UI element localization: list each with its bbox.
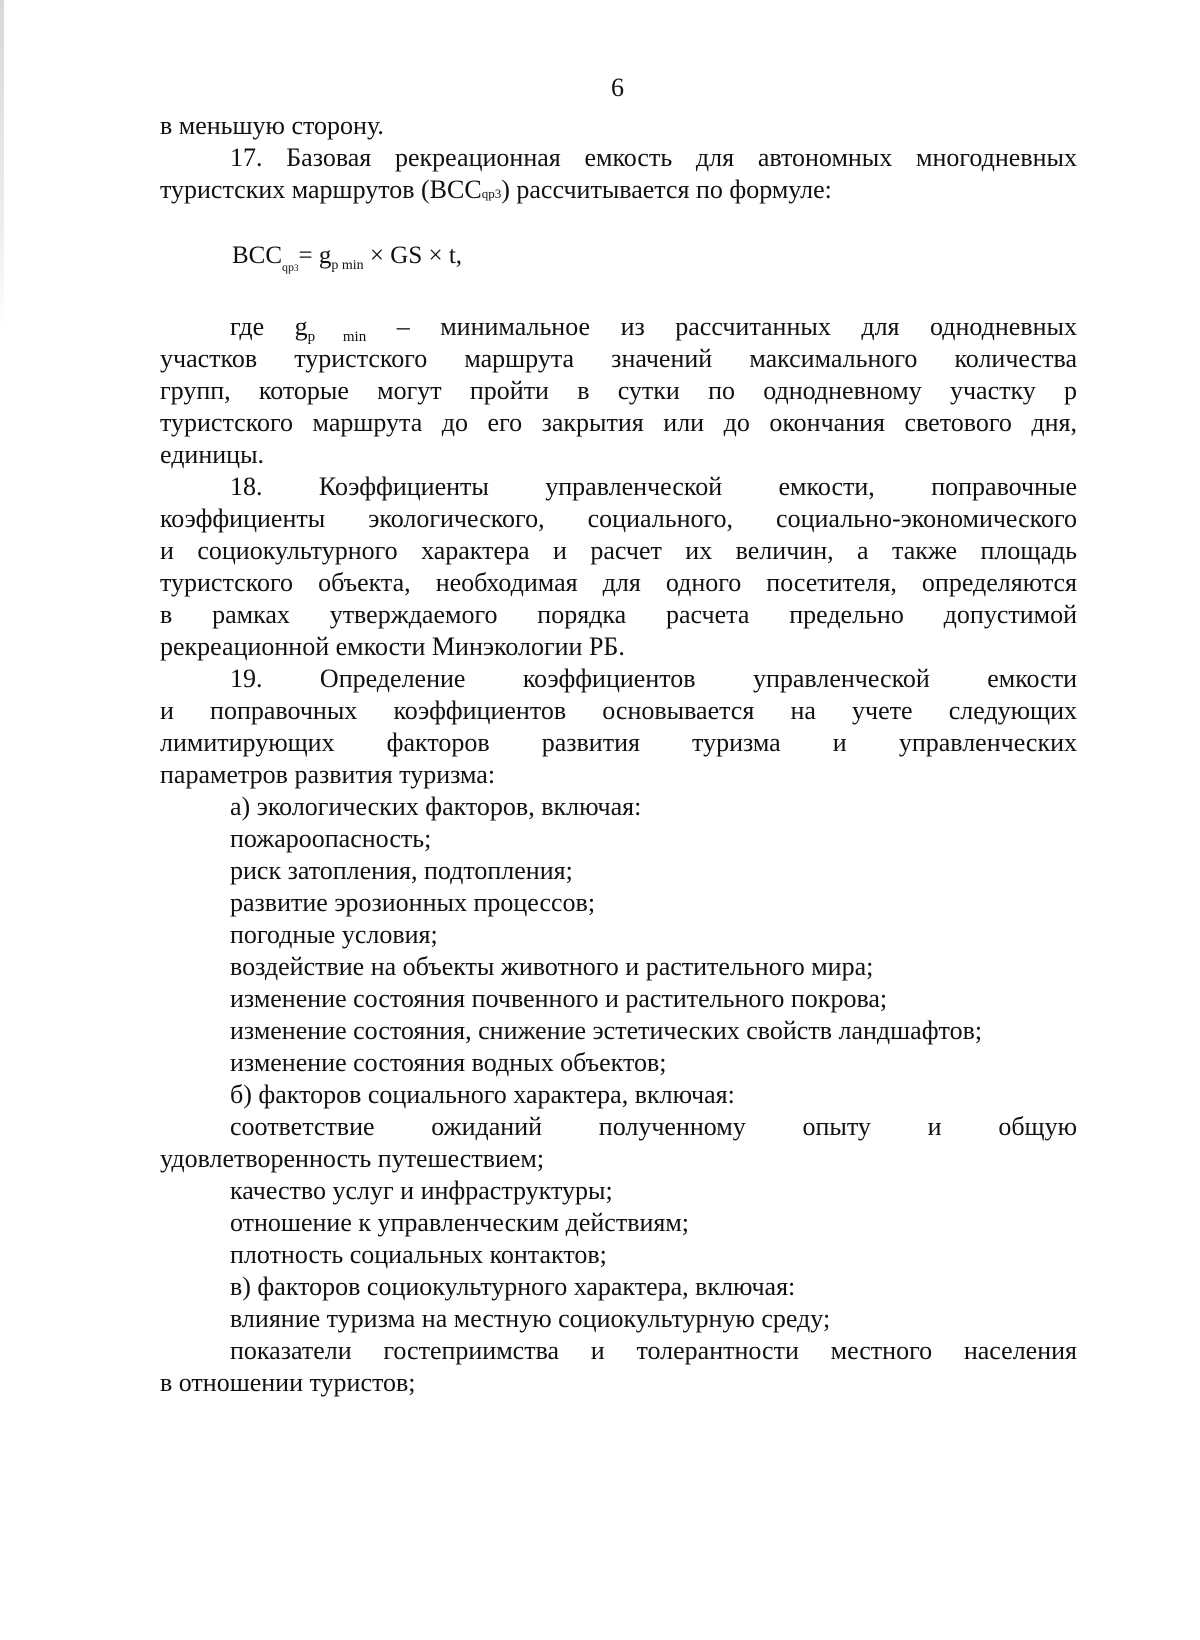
paragraph-19-start: 19. Определение коэффициентов управленческой емкости [230,664,1077,693]
formula-symbol: ВСС [232,242,283,269]
definition-start [230,311,1077,347]
text-line: удовлетворенность путешествием; [160,1144,545,1173]
list-item: отношение к управленческим действиям; [230,1208,690,1237]
text-line: туристского маршрута до его закрытия или до окончания светового дня, [160,408,1077,437]
text-line: участков туристского маршрута значений максимального количества [160,344,1077,373]
text-line: параметров развития туризма: [160,760,496,789]
formula-symbol: × GS × t, [363,242,463,269]
list-item: соответствие ожиданий полученному опыту и общую [230,1112,1077,1141]
subscript: p min [307,329,367,345]
formula-subscript: qp [282,260,295,274]
list-item: риск затопления, подтопления; [230,856,573,885]
text-fragment: где g [230,312,308,341]
text-fragment: туристских маршрутов (ВСС [160,175,482,204]
text-line: рекреационной емкости Минэкологии РБ. [160,632,625,661]
text-line: коэффициенты экологического, социального, социально-экономического [160,504,1077,533]
text-line: групп, которые могут пройти в сутки по однодневному участку p [160,376,1077,405]
text-line: в отношении туристов; [160,1368,416,1397]
text-line: туристского объекта, необходимая для одного посетителя, определяются [160,568,1077,597]
text-fragment: – минимальное из рассчитанных для однодневных [366,312,1077,341]
list-item: изменение состояния почвенного и растительного покрова; [230,984,888,1013]
paragraph-17-start: 17. Базовая рекреационная емкость для автономных многодневных [230,143,1077,172]
list-heading-c: в) факторов социокультурного характера, включая: [230,1272,796,1301]
text-line: единицы. [160,440,265,469]
text-line: и поправочных коэффициентов основывается на учете следующих [160,696,1077,725]
text-line: в рамках утверждаемого порядка расчета предельно допустимой [160,600,1077,629]
list-item: изменение состояния, снижение эстетических свойств ландшафтов; [230,1016,983,1045]
text-line: в меньшую сторону. [160,111,384,140]
list-heading-a: а) экологических факторов, включая: [230,792,642,821]
subscript: qp3 [481,186,502,201]
list-heading-b: б) факторов социального характера, включая: [230,1080,735,1109]
list-item: пожароопасность; [230,824,432,853]
text-fragment: ) рассчитывается по формуле: [501,175,832,204]
list-item: плотность социальных контактов; [230,1240,607,1269]
list-item: показатели гостеприимства и толерантности местного населения [230,1336,1077,1365]
formula [232,240,462,276]
list-item: качество услуг и инфраструктуры; [230,1176,613,1205]
list-item: погодные условия; [230,920,438,949]
formula-symbol: = g [298,242,332,269]
list-item: развитие эрозионных процессов; [230,888,596,917]
paragraph-18-start: 18. Коэффициенты управленческой емкости, поправочные [230,472,1077,501]
list-item: воздействие на объекты животного и растительного мира; [230,952,874,981]
page-number: 6 [611,73,624,102]
formula-subscript: 3 [294,263,299,273]
list-item: изменение состояния водных объектов; [230,1048,667,1077]
text-line [160,174,832,206]
formula-subscript: p min [331,258,364,273]
text-line: лимитирующих факторов развития туризма и управленческих [160,728,1077,757]
text-line: и социокультурного характера и расчет их величин, а также площадь [160,536,1077,565]
list-item: влияние туризма на местную социокультурную среду; [230,1304,831,1333]
scan-edge-shadow [0,0,4,330]
